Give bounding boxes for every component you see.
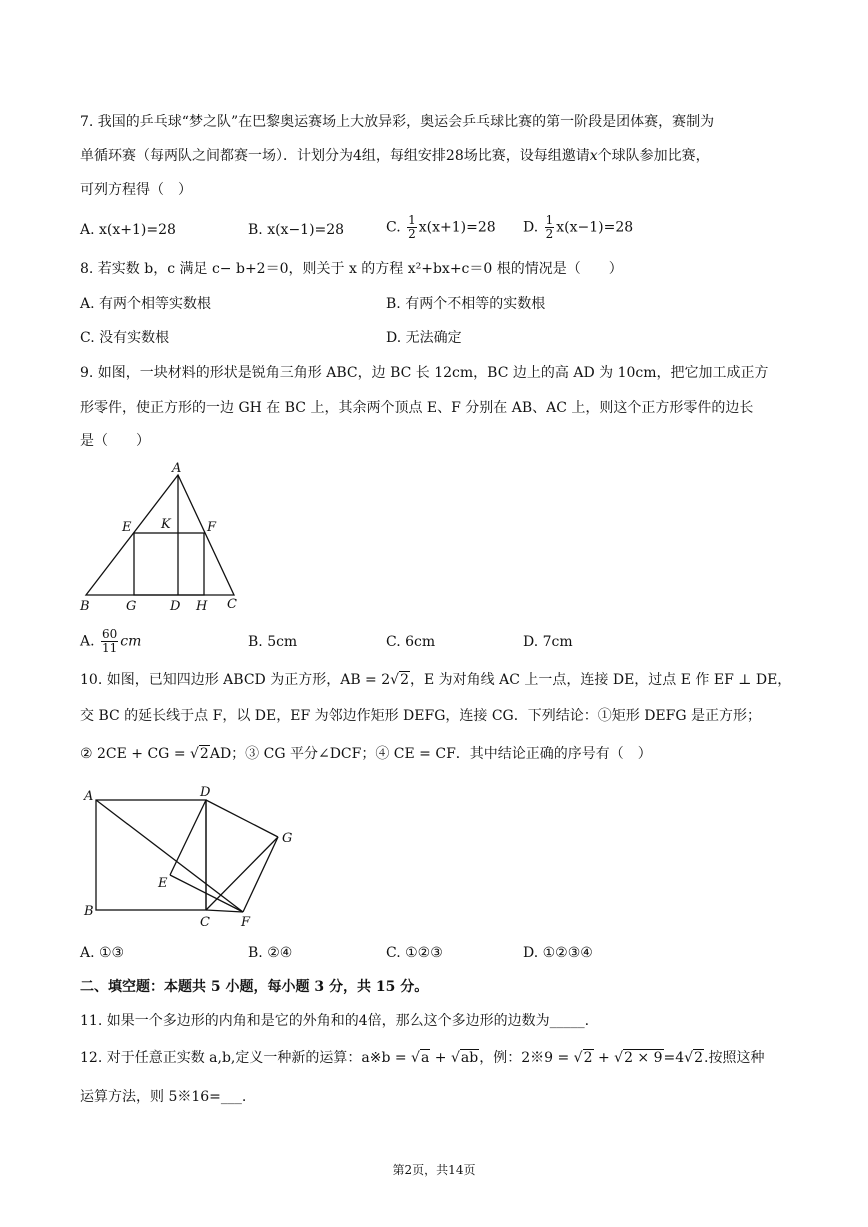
- q7-option-c: C. $\frac{1}{2}$ x(x+1)=28: [386, 213, 496, 241]
- q9-option-a: A. $\frac{60}{11}$ cm: [80, 627, 142, 655]
- q8-option-d: D. 无法确定: [386, 330, 462, 346]
- q11-line: 11. 如果一个多边形的内角和是它的外角和的4倍，那么这个多边形的边数为_____.: [80, 1013, 590, 1029]
- section-heading: 二、填空题：本题共 5 小题，每小题 3 分，共 15 分。: [80, 979, 429, 995]
- q8-option-c: C. 没有实数根: [80, 330, 170, 346]
- label-A: A: [172, 461, 182, 476]
- fraction: $\frac{1}{2}$: [408, 213, 416, 241]
- q10-option-a: A. ①③: [80, 945, 125, 961]
- label-K: K: [161, 517, 171, 532]
- q7-option-b: B. x(x−1)=28: [248, 222, 345, 238]
- q10-option-b: B. ②④: [248, 945, 293, 961]
- q7-line1: 7. 我国的乒乓球“梦之队”在巴黎奥运赛场上大放异彩，奥运会乒乓球比赛的第一阶段是团体赛，赛制为: [80, 114, 715, 130]
- label-E: E: [122, 520, 132, 535]
- q9-option-c: C. 6cm: [386, 634, 436, 650]
- label-F: F: [207, 520, 217, 535]
- q10-option-d: D. ①②③④: [523, 945, 593, 961]
- q10-option-c: C. ①②③: [386, 945, 443, 961]
- label-G: G: [126, 599, 137, 614]
- q9-line1: 9. 如图，一块材料的形状是锐角三角形 ABC，边 BC 长 12cm，BC 边上的高 AD 为 10cm，把它加工成正方: [80, 365, 769, 381]
- q8-option-a: A. 有两个相等实数根: [80, 296, 212, 312]
- fraction: $\frac{60}{11}$: [102, 627, 118, 655]
- q9-option-d: D. 7cm: [523, 634, 573, 650]
- q8-option-b: B. 有两个不相等的实数根: [386, 296, 546, 312]
- square-figure: [78, 780, 308, 930]
- label-B: B: [84, 904, 94, 919]
- q12-line2: 运算方法，则 5※16=___.: [80, 1089, 247, 1105]
- label-H: H: [196, 599, 208, 614]
- label-E: E: [158, 876, 168, 891]
- label-C: C: [200, 915, 210, 930]
- q7-line3: 可列方程得（ ）: [80, 182, 192, 198]
- q9-line3: 是（ ）: [80, 433, 150, 449]
- label-F: F: [241, 915, 251, 930]
- q9-option-b: B. 5cm: [248, 634, 298, 650]
- label-G: G: [282, 831, 293, 846]
- q12-line1: 12. 对于任意正实数 a,b,定义一种新的运算：a※b = √a + √ab，例：2※9 = √2 + √2 × 9=4√2.按照这种: [80, 1050, 765, 1066]
- q10-line3: ② 2CE + CG = √2AD；③ CG 平分∠DCF；④ CE = CF．其中结论正确的序号有（ ）: [80, 746, 652, 762]
- label-A: A: [84, 789, 94, 804]
- q10-line2: 交 BC 的延长线于点 F，以 DE，EF 为邻边作矩形 DEFG，连接 CG．下列结论：①矩形 DEFG 是正方形；: [80, 708, 761, 724]
- fraction: $\frac{1}{2}$: [545, 213, 554, 241]
- q7-option-d: D. $\frac{1}{2}$ x(x−1)=28: [523, 213, 634, 241]
- label-D: D: [200, 785, 211, 800]
- q7-option-a: A. x(x+1)=28: [80, 222, 176, 238]
- triangle-figure: [76, 458, 256, 618]
- q7-line2: 单循环赛（每两队之间都赛一场）．计划分为4组，每组安排28场比赛，设每组邀请x个球队参加比赛，: [80, 148, 710, 164]
- label-D: D: [170, 599, 181, 614]
- q9-line2: 形零件，使正方形的一边 GH 在 BC 上，其余两个顶点 E、F 分别在 AB、AC 上，则这个正方形零件的边长: [80, 400, 754, 416]
- label-B: B: [80, 599, 90, 614]
- q8-line1: 8. 若实数 b，c 满足 c− b+2＝0，则关于 x 的方程 x²+bx+c＝0 根的情况是（ ）: [80, 261, 623, 277]
- label-C: C: [227, 597, 237, 612]
- page-footer: 第2页，共14页: [392, 1163, 476, 1177]
- q10-line1: 10. 如图，已知四边形 ABCD 为正方形，AB = 2√2，E 为对角线 AC 上一点，连接 DE，过点 E 作 EF ⊥ DE，: [80, 672, 792, 688]
